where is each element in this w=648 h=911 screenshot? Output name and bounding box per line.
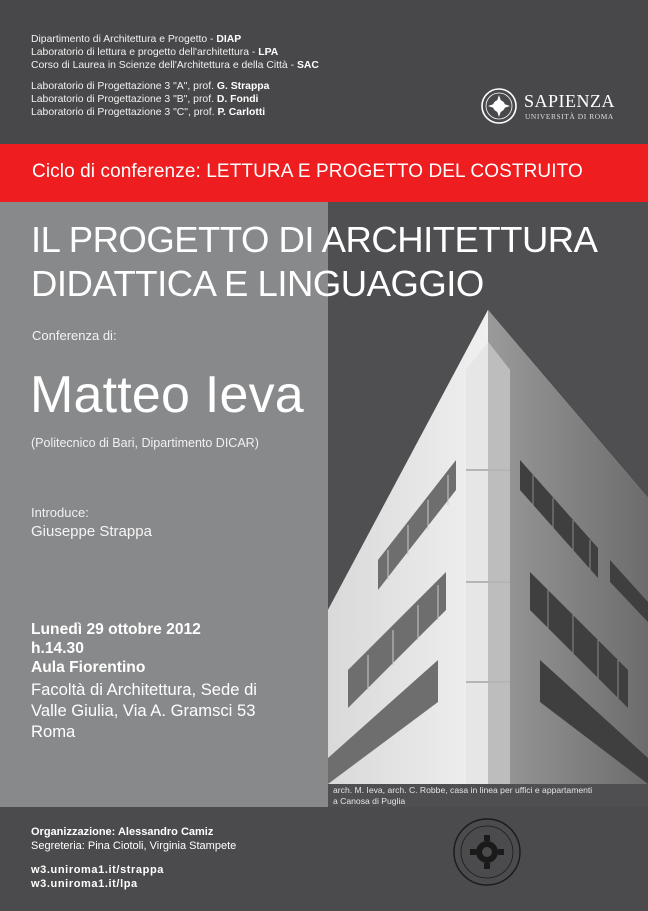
conference-label: Conferenza di: — [32, 328, 117, 343]
lab-line-2: Laboratorio di Progettazione 3 "B", prof. D. Fondi — [31, 93, 259, 105]
title-line-1: IL PROGETTO DI ARCHITETTURA — [31, 219, 598, 260]
event-title — [31, 218, 598, 306]
footer — [0, 807, 648, 911]
header — [0, 0, 648, 144]
lab-line-1: Laboratorio di Progettazione 3 "A", prof. G. Strappa — [31, 80, 270, 92]
sapienza-logo — [480, 86, 614, 128]
event-time: h.14.30 — [31, 640, 84, 657]
sapienza-seal-icon — [480, 86, 518, 126]
event-date: Lunedì 29 ottobre 2012 — [31, 621, 201, 638]
photo-caption: arch. M. Ieva, arch. C. Robbe, casa in linea per uffici e appartamenti a Canosa di Puglia — [333, 785, 593, 806]
series-title: Ciclo di conferenze: LETTURA E PROGETTO DEL COSTRUITO — [32, 161, 583, 182]
politecnico-bari-seal-icon — [452, 817, 522, 887]
footer-links — [31, 864, 164, 891]
building-photo — [328, 310, 648, 784]
link-strappa[interactable]: w3.uniroma1.it/strappa — [31, 864, 165, 876]
title-line-2: DIDATTICA E LINGUAGGIO — [31, 263, 484, 304]
dept-line-1: Dipartimento di Architettura e Progetto - DIAP — [31, 34, 242, 45]
dept-line-3: Corso di Laurea in Scienze dell'Architettura e della Città - SAC — [31, 60, 319, 72]
logo-subtitle: UNIVERSITÀ DI ROMA — [525, 112, 614, 121]
lab-line-3: Laboratorio di Progettazione 3 "C", prof. P. Carlotti — [31, 107, 266, 119]
event-datetime — [31, 620, 201, 677]
introducer-name: Giuseppe Strappa — [31, 523, 152, 540]
event-room: Aula Fiorentino — [31, 659, 146, 676]
event-venue: Facoltà di Architettura, Sede di Valle Giulia, Via A. Gramsci 53 Roma — [31, 680, 257, 741]
logo-name: SAPIENZA — [524, 91, 616, 111]
introduces-label: Introduce: — [31, 505, 89, 520]
header-credits — [31, 33, 319, 119]
conference-series-band — [0, 144, 648, 202]
speaker-affiliation: (Politecnico di Bari, Dipartimento DICAR) — [31, 436, 259, 450]
link-lpa[interactable]: w3.uniroma1.it/lpa — [31, 877, 138, 890]
organization-info: Organizzazione: Alessandro Camiz Segreteria: Pina Ciotoli, Virginia Stampete — [31, 826, 237, 852]
dept-line-2: Laboratorio di lettura e progetto dell'architettura - LPA — [31, 47, 279, 59]
speaker-name: Matteo Ieva — [30, 366, 304, 424]
